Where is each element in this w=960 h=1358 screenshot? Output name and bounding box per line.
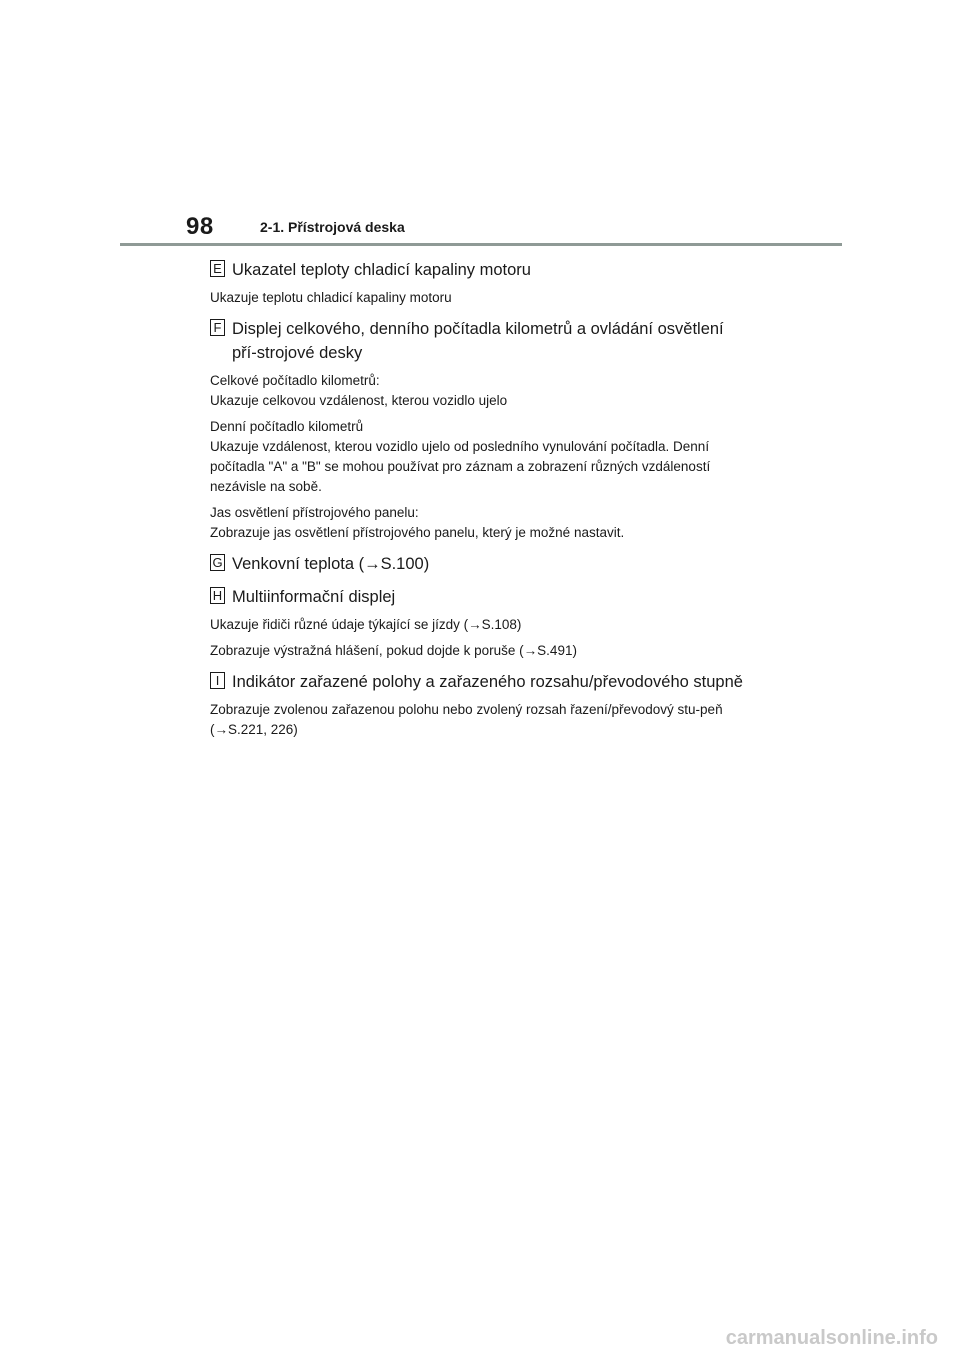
letter-badge: F bbox=[210, 319, 225, 336]
item-description: Ukazuje teplotu chladicí kapaliny motoru bbox=[210, 290, 452, 305]
item-f bbox=[210, 317, 750, 543]
content bbox=[210, 258, 750, 749]
letter-badge: I bbox=[210, 672, 225, 689]
item-i bbox=[210, 670, 750, 740]
header-rule bbox=[120, 243, 842, 246]
item-description: Celkové počítadlo kilometrů: Ukazuje celkovou vzdálenost, kterou vozidlo ujelo bbox=[210, 373, 508, 408]
section-title: 2-1. Přístrojová deska bbox=[260, 219, 405, 235]
item-title: Displej celkového, denního počítadla kilometrů a ovládání osvětlení pří-strojové desky bbox=[232, 320, 724, 362]
item-description: Ukazuje řidiči různé údaje týkající se jízdy (→S.108) bbox=[210, 617, 522, 632]
item-title: Multiinformační displej bbox=[232, 588, 396, 606]
item-title: Ukazatel teploty chladicí kapaliny motoru bbox=[232, 261, 531, 279]
item-heading bbox=[210, 258, 750, 282]
letter-badge: E bbox=[210, 260, 225, 277]
item-description: Zobrazuje výstražná hlášení, pokud dojde k poruše (→S.491) bbox=[210, 643, 577, 658]
item-g bbox=[210, 552, 750, 576]
page-number: 98 bbox=[186, 213, 214, 240]
item-heading bbox=[210, 552, 750, 576]
item-description: Jas osvětlení přístrojového panelu: Zobrazuje jas osvětlení přístrojového panelu, který je možné nastavit. bbox=[210, 505, 625, 540]
item-description: Denní počítadlo kilometrů Ukazuje vzdálenost, kterou vozidlo ujelo od posledního vynulování počítadla. Denní počítadla "A" a "B" se mohou používat pro záznam a zobrazení různých vzdáleností nezávisle na sobě. bbox=[210, 419, 711, 494]
letter-badge: G bbox=[210, 554, 225, 571]
letter-badge: H bbox=[210, 587, 225, 604]
item-heading bbox=[210, 317, 750, 365]
item-heading bbox=[210, 670, 750, 694]
item-e bbox=[210, 258, 750, 308]
item-description: Zobrazuje zvolenou zařazenou polohu nebo zvolený rozsah řazení/převodový stu-peň (→S.221, 226) bbox=[210, 702, 723, 737]
item-h bbox=[210, 585, 750, 661]
watermark: carmanualsonline.info bbox=[725, 1327, 938, 1349]
item-title: Venkovní teplota (→S.100) bbox=[232, 555, 430, 573]
item-heading bbox=[210, 585, 750, 609]
item-title: Indikátor zařazené polohy a zařazeného rozsahu/převodového stupně bbox=[232, 673, 743, 691]
